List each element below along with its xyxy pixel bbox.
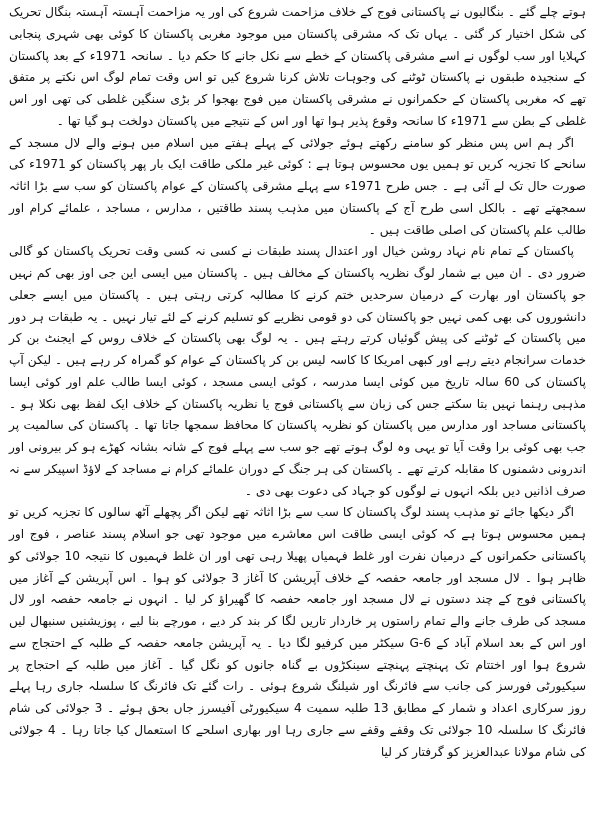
paragraph-3: پاکستان کے تمام نام نہاد روشن خیال اور اعتدال پسند طبقات نے کسی نہ کسی وقت تحریک پاکستان کو گالی ضرور دی ۔ ان میں بے شمار لوگ نظریہ پاکستان کے مخالف ہیں ۔ پاکستان میں ایسی این جی اوز بھی کم نہیں جو پاکستان اور بھارت کے درمیان سرحدیں ختم کرنے کا مطالبہ کرتی رہتی ہیں ۔ پاکستان میں ایسے جعلی دانشوروں کی بھی کمی نہیں جو پاکستان کی دو قومی نظریے کو تسلیم کرنے کے لئے تیار نہیں ۔ یہ طبقات ہر دور میں پاکستان کے ٹوٹنے کی پیش گوئیاں کرتے رہتے ہیں ۔ یہ لوگ بھی پاکستان کے خلاف روس کے ایجنٹ بن کر خدمات سرانجام دیتے رہے اور کبھی امریکا کا کاسہ لیس بن کر پاکستان کے عوام کو گمراہ کر رہے ہیں ۔ لیکن آپ پاکستان کی 60 سالہ تاریخ میں کوئی ایسا مدرسہ ، کوئی ایسی مسجد ، کوئی ایسا طالب علم اور کوئی ایسا مذہبی رہنما نہیں بتا سکتے جس کی زبان سے پاکستانی فوج یا نظریہ پاکستان کے خلاف ایک لفظ بھی نکلا ہو ۔ پاکستانی مساجد اور مدارس میں پاکستان کو نظریہ پاکستان کا محافظ سمجھا جاتا تھا ۔ پاکستان کی سالمیت پر جب بھی کوئی برا وقت آیا تو یہی وہ لوگ ہوتے تھے جو سب سے پہلے فوج کے شانہ بشانہ کھڑے ہو کر بیرونی اور اندرونی دشمنوں کا مقابلہ کرتے تھے ۔ پاکستان کی ہر جنگ کے دوران علمائے کرام نے مساجد کے لاؤڈ اسپیکر سے نہ صرف اذانیں دیں بلکہ انہوں نے لوگوں کو جہاد کی دعوت بھی دی ۔ — [9, 244, 586, 498]
paragraph-1: ہوتے چلے گئے ۔ بنگالیوں نے پاکستانی فوج کے خلاف مزاحمت شروع کی اور یہ مزاحمت آہستہ آہستہ بنگال تحریک کی شکل اختیار کر گئی ۔ یہاں تک کہ مشرقی پاکستان میں موجود مغربی پاکستان کا کوئی بھی شہری پنجابی کہلایا اور سب لوگوں نے اسے مشرقی پاکستان کے خطے سے نکل جانے کا حکم دیا ۔ سانحہ 1971ء کے بعد پاکستان کے سنجیدہ طبقوں نے پاکستان ٹوٹنے کی وجوہات تلاش کرنا شروع کیں تو اس وقت تمام لوگ اس نکتے پر متفق تھے کہ مغربی پاکستان کے حکمرانوں نے مشرقی پاکستان میں فوج بھجوا کر بڑی سنگین غلطی کی تھی اور اس غلطی کے بطن سے 1971ء کا سانحہ وقوع پذیر ہوا تھا اور اس کے نتیجے میں پاکستان دولخت ہو گیا تھا ۔ — [9, 5, 586, 128]
paragraph-4: اگر دیکھا جائے تو مذہب پسند لوگ پاکستان کا سب سے بڑا اثاثہ تھے لیکن اگر پچھلے آٹھ سالوں کا تجزیہ کریں تو ہمیں محسوس ہوتا ہے کہ کوئی ایسی طاقت اس معاشرے میں موجود تھی جو اسلام پسند عناصر ، فوج اور پاکستانی حکمرانوں کے درمیان نفرت اور غلط فہمیاں پھیلا رہی تھی اور ان غلط فہمیوں کا نتیجہ 10 جولائی کو ظاہر ہوا ۔ لال مسجد اور جامعہ حفصہ کے خلاف آپریشن کا آغاز 3 جولائی کو ہوا ۔ اس آپریشن کے آغاز میں پاکستانی فوج کے چند دستوں نے لال مسجد اور جامعہ حفصہ کا گھیراؤ کر لیا ۔ انہوں نے جامعہ حفصہ اور لال مسجد کی طرف جانے والے تمام راستوں پر خاردار تاریں لگا کر بند کر دیے ، مورچے بنا لیے ، پوزیشنیں سنبھال لیں اور اس کے بعد اسلام آباد کے G-6 سیکٹر میں کرفیو لگا دیا ۔ یہ آپریشن جامعہ حفصہ کے طلبہ کے احتجاج سے شروع ہوا اور اختتام تک پہنچتے پہنچتے سینکڑوں بے گناہ جانوں کو نگل گیا ۔ آغاز میں طلبہ کے احتجاج پر سیکیورٹی فورسز کی جانب سے فائرنگ اور شیلنگ شروع ہوئی ۔ رات گئے تک فائرنگ کا سلسلہ جاری رہا پہلے روز سرکاری اعداد و شمار کے مطابق 13 طلبہ سمیت 4 سیکیورٹی آفیسرز جاں بحق ہوئے ۔ 3 جولائی کی شام فائرنگ کا سلسلہ 10 جولائی تک وقفے وقفے سے جاری رہا اور بھاری اسلحے کا استعمال کیا جاتا رہا ۔ 4 جولائی کی شام مولانا عبدالعزیز کو گرفتار کر لیا — [9, 505, 586, 759]
paragraph-2: اگر ہم اس پس منظر کو سامنے رکھتے ہوئے جولائی کے پہلے ہفتے میں اسلام میں ہونے والے لال مسجد کے سانحے کا تجزیہ کریں تو ہمیں یوں محسوس ہوتا ہے : کوئی غیر ملکی طاقت ایک بار پھر پاکستان کو 1971ء کی صورت حال تک لے آئی ہے ۔ جس طرح 1971ء سے پہلے مشرقی پاکستان کے عوام پاکستان کو سب سے بڑا اثاثہ سمجھتے تھے ۔ بالکل اسی طرح آج کے پاکستان میں مذہب پسند طاقتیں ، مدارس ، مساجد ، علمائے کرام اور طالب علم پاکستان کی اصلی طاقت ہیں ۔ — [9, 135, 586, 237]
